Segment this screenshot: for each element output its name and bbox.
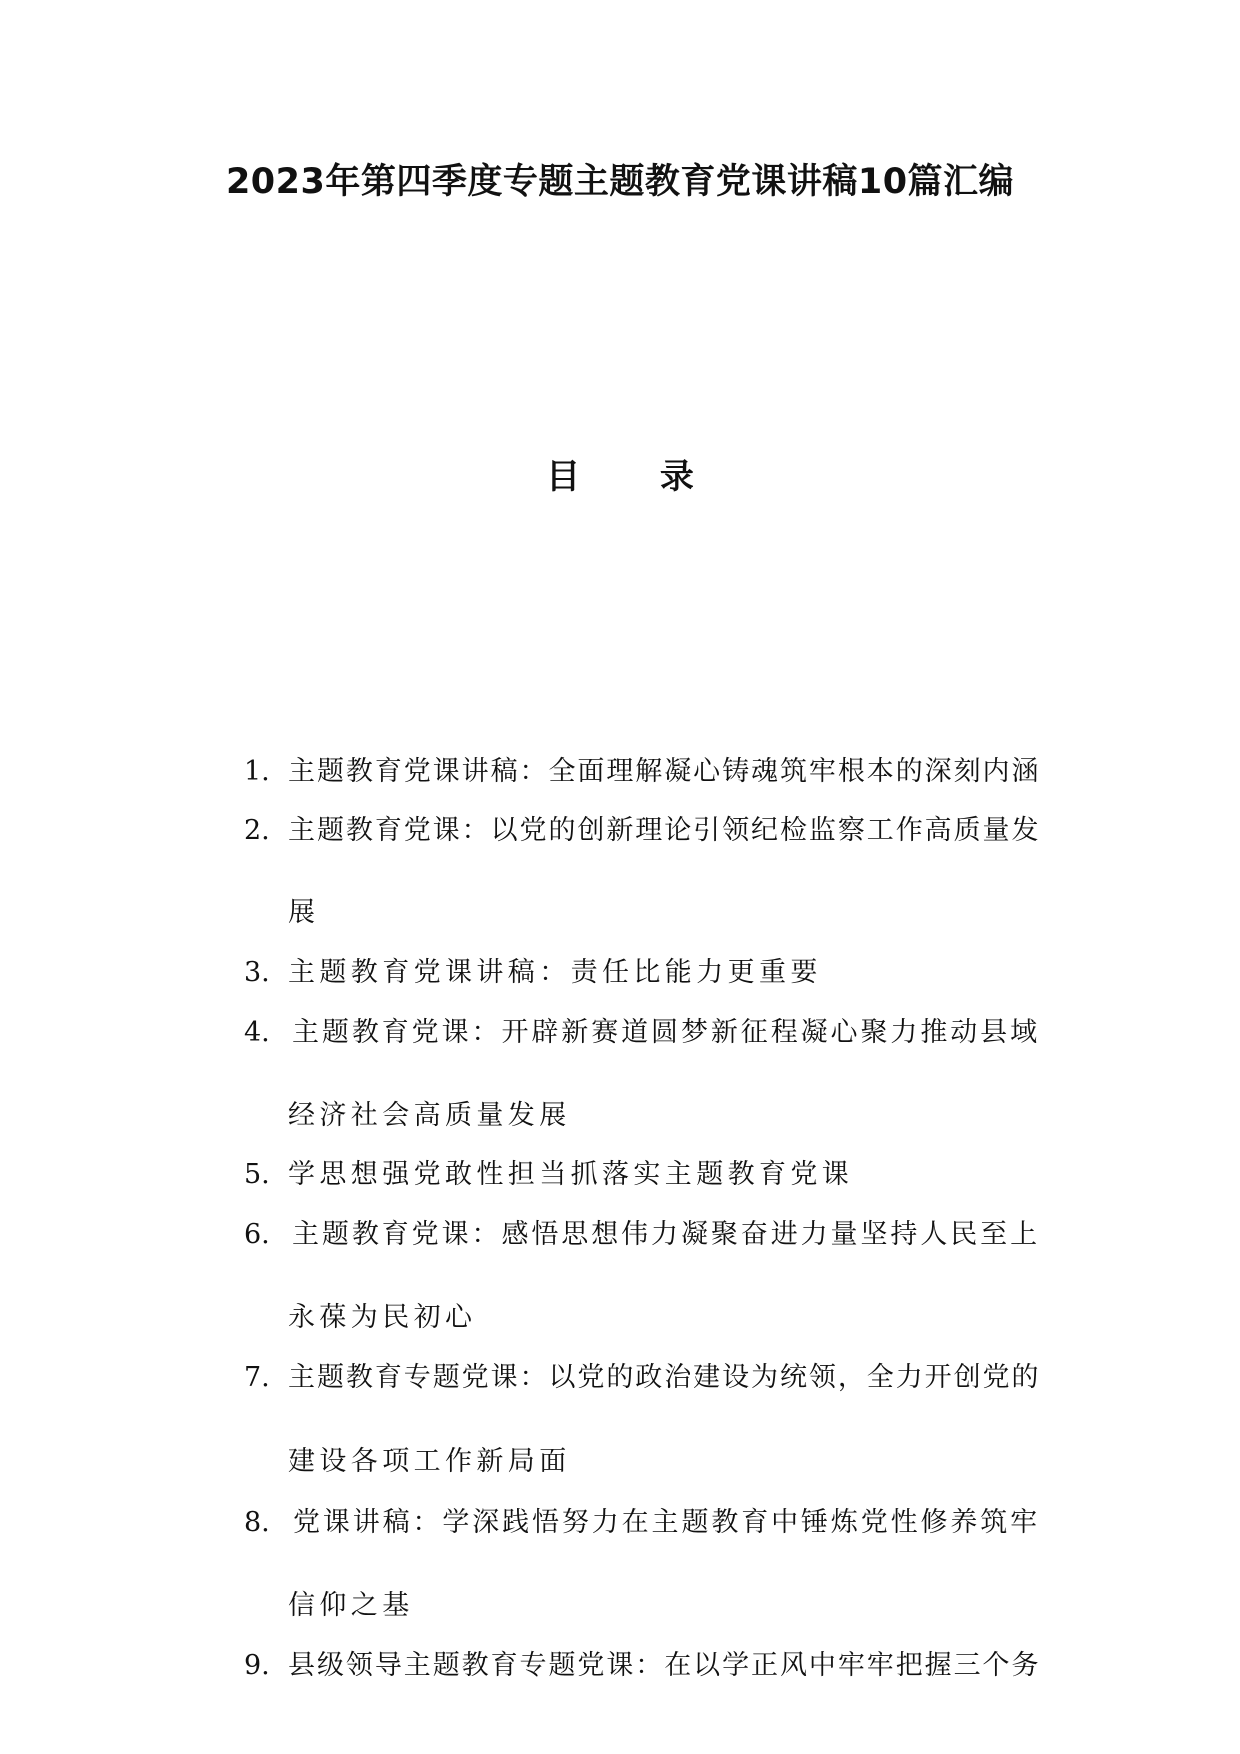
toc-item-title[interactable]: 主题教育党课：以党的创新理论引领纪检监察工作高质量发	[288, 815, 1041, 846]
toc-item-title-continued[interactable]: 信仰之基	[288, 1590, 414, 1621]
toc-item-number: 2.	[244, 815, 270, 846]
toc-item-number: 4.	[244, 1017, 270, 1048]
toc-item-title[interactable]: 县级领导主题教育专题党课：在以学正风中牢牢把握三个务	[288, 1650, 1041, 1681]
toc-item-number: 7.	[244, 1362, 270, 1393]
toc-item-number: 9.	[244, 1650, 270, 1681]
toc-item-title-continued[interactable]: 展	[288, 897, 320, 928]
toc-item-title[interactable]: 主题教育党课：开辟新赛道圆梦新征程凝心聚力推动县域	[292, 1017, 1040, 1048]
toc-item-title[interactable]: 学思想强党敢性担当抓落实主题教育党课	[288, 1159, 854, 1190]
toc-item-title-continued[interactable]: 经济社会高质量发展	[288, 1100, 571, 1131]
document-title: 2023年第四季度专题主题教育党课讲稿10篇汇编	[225, 162, 1015, 202]
toc-item-title-continued[interactable]: 建设各项工作新局面	[288, 1446, 571, 1477]
toc-item-number: 3.	[244, 957, 270, 988]
toc-item-title[interactable]: 主题教育党课讲稿：全面理解凝心铸魂筑牢根本的深刻内涵	[288, 756, 1041, 787]
toc-item-title[interactable]: 主题教育专题党课：以党的政治建设为统领，全力开创党的	[288, 1362, 1041, 1393]
toc-item-number: 5.	[244, 1159, 270, 1190]
toc-item-number: 8.	[244, 1507, 270, 1538]
toc-item-title[interactable]: 主题教育党课：感悟思想伟力凝聚奋进力量坚持人民至上	[292, 1219, 1040, 1250]
toc-item-number: 6.	[244, 1219, 270, 1250]
toc-item-number: 1.	[244, 756, 270, 787]
toc-item-title-continued[interactable]: 永葆为民初心	[288, 1302, 477, 1333]
toc-item-title[interactable]: 党课讲稿：学深践悟努力在主题教育中锤炼党性修养筑牢	[293, 1507, 1040, 1538]
table-of-contents-heading: 目 录	[546, 457, 728, 497]
toc-item-title[interactable]: 主题教育党课讲稿：责任比能力更重要	[288, 957, 822, 988]
